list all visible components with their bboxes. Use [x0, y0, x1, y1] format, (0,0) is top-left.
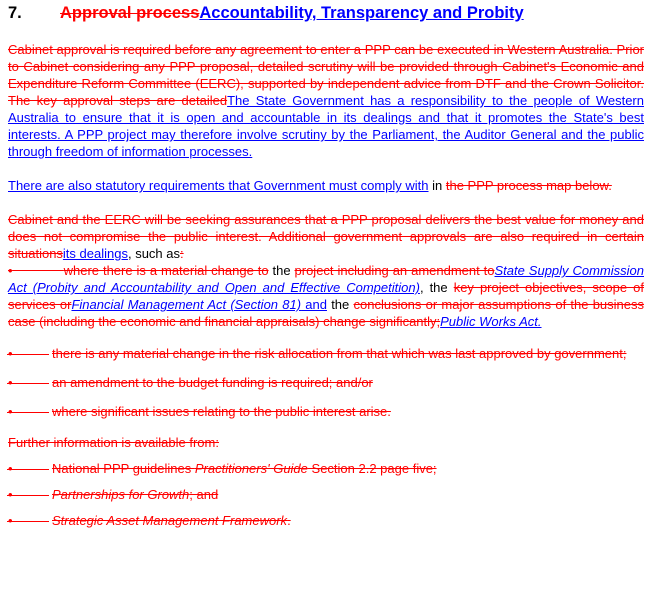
document-title: Partnerships for Growth	[52, 487, 190, 502]
list-item	[8, 403, 644, 420]
paragraph-further-info	[8, 434, 644, 451]
deleted-text: Cabinet approval is required before any agreement to enter a PPP can be executed in Western Australia. Prior to Cabinet considering any PPP proposal, detailed scrutiny will be provided through Cabinet's Economic and Expenditure Reform Committee (EERC), supported by independent advice from DTF and the Crown Solicitor. The key approval steps are detailed	[8, 42, 644, 108]
deleted-text: conclusions or major assumptions of the business case (including the economic and financial appraisals) change significantly;	[8, 297, 644, 329]
plain-text: , such as	[127, 246, 180, 261]
list-item-text: Section 2.2 page five;	[307, 461, 437, 476]
deleted-text: key project objectives, scope of services or	[8, 280, 644, 312]
bullet-icon: •	[8, 487, 13, 502]
inserted-act-link: Financial Management Act (Section 81)	[71, 297, 302, 312]
plain-text: in	[428, 178, 446, 193]
plain-text: , the	[419, 280, 454, 295]
deleted-text: :	[180, 246, 184, 261]
bullet-icon: •	[8, 513, 13, 528]
list-item	[8, 345, 644, 362]
deleted-bullet-gap	[13, 263, 64, 278]
list-item-text: there is any material change in the risk allocation from that which was last approved by government;	[52, 346, 627, 361]
list-item-text: an amendment to the budget funding is required; and/or	[52, 375, 373, 390]
paragraph-statutory	[8, 177, 644, 194]
list-item-text: ; and	[189, 487, 219, 502]
bullet-icon: •	[8, 404, 13, 419]
paragraph-accountability	[8, 41, 644, 160]
list-item-text: .	[287, 513, 291, 528]
list-item-text: where significant issues relating to the public interest arise.	[52, 404, 391, 419]
list-item	[8, 374, 644, 391]
deleted-text: project including an amendment to	[294, 263, 495, 278]
plain-text: the	[326, 297, 354, 312]
deleted-bullet-marker: •	[8, 263, 13, 278]
bullet-icon: •	[8, 461, 13, 476]
list-item	[8, 460, 644, 477]
section-heading	[8, 3, 644, 23]
document-page	[8, 0, 644, 538]
deleted-text: where there is a material change to	[63, 263, 269, 278]
list-item	[8, 486, 644, 503]
plain-text: the	[268, 263, 295, 278]
paragraph-assurances	[8, 211, 644, 262]
inserted-text: its dealings	[62, 246, 128, 261]
inserted-heading-text: Accountability, Transparency and Probity	[199, 4, 524, 22]
paragraph-acts	[8, 262, 644, 330]
list-item	[8, 512, 644, 529]
inserted-text: and	[301, 297, 327, 312]
deleted-text: the PPP process map below.	[445, 178, 612, 193]
inserted-act-link: State Supply Commission Act (Probity and Accountability and Open and Effective Competition)	[8, 263, 644, 295]
inserted-text: The State Government has a responsibility to the people of Western Australia to ensure that it is open and accountable in its dealings and that it promotes the State's best interests. A PPP project may therefore involve scrutiny by the Parliament, the Auditor General and the public through freedom of information processes.	[8, 93, 644, 159]
deleted-heading-text: Approval process	[60, 4, 200, 22]
section-number: 7.	[8, 4, 22, 22]
bullet-icon: •	[8, 375, 13, 390]
further-info-list	[8, 460, 644, 529]
inserted-text: There are also statutory requirements that Government must comply with	[8, 178, 429, 193]
deleted-text: Further information is available from:	[8, 435, 219, 450]
bullet-icon: •	[8, 346, 13, 361]
document-title: Strategic Asset Management Framework	[52, 513, 288, 528]
deleted-text: Cabinet and the EERC will be seeking assurances that a PPP proposal delivers the best value for money and does not compromise the public interest. Additional government approvals are also required in certain situations	[8, 212, 644, 261]
inserted-act-link: Public Works Act.	[440, 314, 542, 329]
document-title: Practitioners' Guide	[194, 461, 308, 476]
list-item-text: National PPP guidelines	[52, 461, 195, 476]
deleted-bullet-list	[8, 345, 644, 420]
